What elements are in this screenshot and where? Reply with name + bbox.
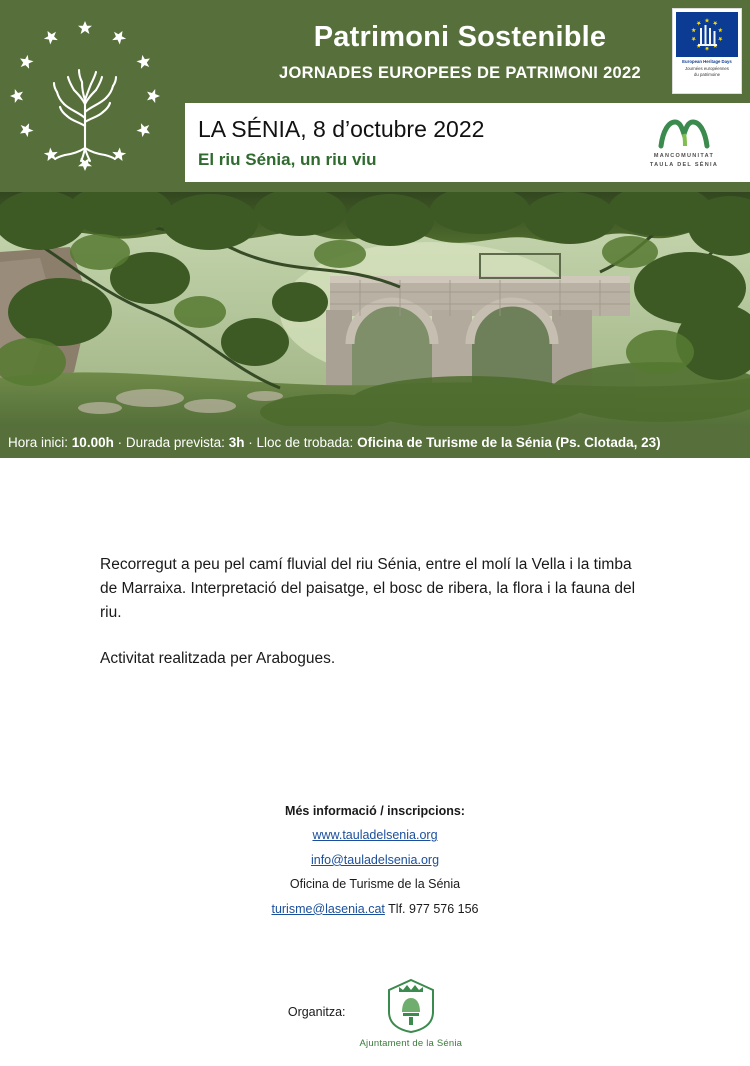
tree-stars-logo (0, 0, 170, 192)
event-tagline: El riu Sénia, un riu viu (198, 149, 377, 169)
contact-heading: Més informació / inscripcions: (285, 804, 465, 819)
poster-body (0, 553, 750, 1049)
info-place-value: Oficina de Turisme de la Sénia (Ps. Clotada, 23) (357, 434, 661, 450)
mancomunitat-caption-line-1: MANCOMUNITAT (653, 153, 715, 160)
event-photo (0, 192, 750, 426)
info-start-label: Hora inici: (8, 434, 69, 450)
poster-header (0, 0, 750, 192)
website-link[interactable]: www.tauladelsenia.org (312, 828, 438, 843)
page-title: Patrimoni Sostenible (313, 21, 607, 53)
organizer-label: Organitza: (287, 1005, 346, 1020)
mancomunitat-logo (630, 116, 750, 169)
info-start-time: 10.00h (71, 434, 114, 450)
info-sep-1: · (117, 434, 123, 450)
phone-number: Tlf. 977 576 156 (388, 901, 479, 916)
email-link-turisme[interactable]: turisme@lasenia.cat (271, 901, 385, 916)
info-duration-value: 3h (228, 434, 245, 450)
header-titles (170, 0, 750, 83)
eu-badge-line-2: Journées européennes (685, 65, 729, 71)
event-place-date: LA SÉNIA, 8 d’octubre 2022 (198, 116, 485, 143)
mancomunitat-caption (650, 152, 718, 169)
info-place-label: Lloc de trobada: (256, 434, 354, 450)
event-band (185, 103, 750, 182)
email-link-info[interactable]: info@tauladelsenia.org (310, 852, 440, 867)
eu-badge-line-1: European Heritage Days (682, 59, 732, 64)
mancomunitat-caption-line-2: TAULA DEL SÉNIA (649, 161, 719, 168)
event-logistics-bar (0, 426, 750, 458)
organizer-block (100, 976, 650, 1049)
contact-block (100, 799, 650, 921)
european-heritage-days-badge (672, 8, 742, 94)
info-sep-2: · (248, 434, 253, 450)
page-subtitle: JORNADES EUROPEES DE PATRIMONI 2022 (279, 63, 641, 82)
info-duration-label: Durada prevista: (125, 434, 225, 450)
eu-flag-icon (676, 12, 738, 57)
description-paragraph-2: Activitat realitzada per Arabogues. (100, 650, 336, 668)
tourist-office-name: Oficina de Turisme de la Sénia (289, 877, 461, 892)
description-paragraph-1: Recorregut a peu pel camí fluvial del riu Sénia, entre el molí la Vella i la timba de Marraixa. Interpretació del paisatge, el bosc de ribera, la flora i la fauna del riu. (100, 556, 636, 622)
ajuntament-crest-logo (360, 976, 463, 1049)
eu-badge-line-3: du patrimoine (693, 72, 721, 78)
eu-badge-caption (682, 59, 732, 79)
organizer-name: Ajuntament de la Sénia (359, 1037, 463, 1049)
event-band-text (185, 115, 630, 170)
